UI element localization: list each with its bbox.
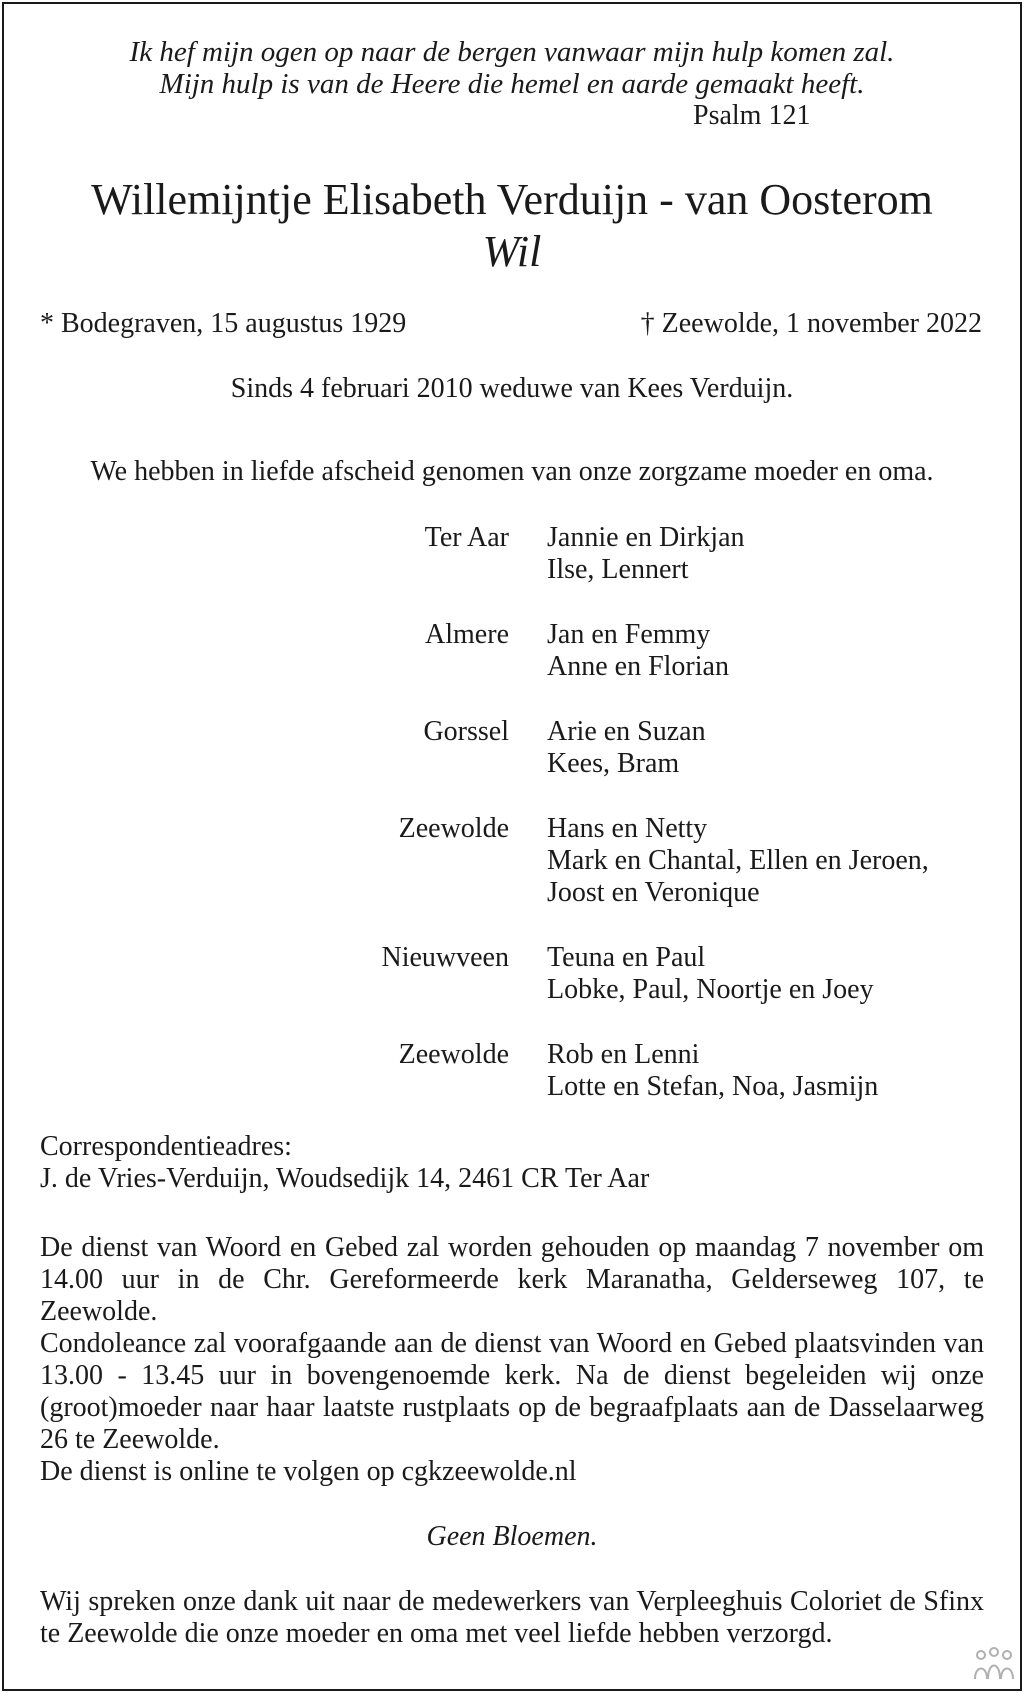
verse-line-1: Ik hef mijn ogen op naar de bergen vanwaar mijn hulp komen zal.	[129, 36, 895, 68]
family-place: Zeewolde	[398, 1039, 509, 1070]
birth-line: * Bodegraven, 15 augustus 1929	[40, 308, 407, 339]
family-name-line: Lobke, Paul, Noortje en Joey	[547, 974, 874, 1005]
family-name-line: Jan en Femmy	[547, 619, 711, 650]
condolence-text: Condoleance zal voorafgaande aan de dienst van Woord en Gebed plaatsvinden van 13.00 - 13.45 uur in bovengenoemde kerk. Na de dienst begeleiden wij onze (groot)moeder naar haar laatste rustplaats op de begraafplaats aan de Dasselaarweg 26 te Zeewolde.	[40, 1328, 984, 1455]
family-names	[547, 619, 729, 683]
family-name-line: Kees, Bram	[547, 748, 680, 779]
online-text: De dienst is online te volgen op cgkzeewolde.nl	[40, 1456, 577, 1487]
family-name-line: Arie en Suzan	[547, 716, 706, 747]
thanks-text: Wij spreken onze dank uit naar de medewerkers van Verpleeghuis Coloriet de Sfinx te Zeewolde die onze moeder en oma met veel liefde hebben verzorgd.	[40, 1586, 984, 1649]
service-text: De dienst van Woord en Gebed zal worden gehouden op maandag 7 november om 14.00 uur in de Chr. Gereformeerde kerk Maranatha, Gelderseweg 107, te Zeewolde.	[40, 1232, 984, 1327]
family-name-line: Jannie en Dirkjan	[547, 522, 745, 553]
family-names	[547, 942, 874, 1006]
farewell-line: We hebben in liefde afscheid genomen van onze zorgzame moeder en oma.	[90, 456, 934, 487]
death-line: † Zeewolde, 1 november 2022	[640, 308, 982, 339]
verse-line-2: Mijn hulp is van de Heere die hemel en aarde gemaakt heeft.	[159, 68, 865, 100]
no-flowers: Geen Bloemen.	[426, 1521, 598, 1552]
family-name-line: Hans en Netty	[547, 813, 708, 844]
family-place: Zeewolde	[398, 813, 509, 844]
deceased-nickname: Wil	[482, 227, 542, 276]
correspondence-address: J. de Vries-Verduijn, Woudsedijk 14, 2461 CR Ter Aar	[40, 1163, 650, 1194]
family-name-line: Ilse, Lennert	[547, 554, 689, 585]
family-name-line: Mark en Chantal, Ellen en Jeroen,	[547, 845, 929, 876]
family-names	[547, 522, 745, 586]
deceased-name: Willemijntje Elisabeth Verduijn - van Oosterom	[91, 175, 933, 224]
verse-reference: Psalm 121	[693, 100, 811, 131]
family-names	[547, 1039, 878, 1103]
family-name-line: Lotte en Stefan, Noa, Jasmijn	[547, 1071, 879, 1102]
family-place: Almere	[425, 619, 509, 650]
family-place: Nieuwveen	[381, 942, 509, 973]
correspondence-label: Correspondentieadres:	[40, 1131, 292, 1162]
family-place: Ter Aar	[424, 522, 509, 553]
family-name-line: Joost en Veronique	[547, 877, 760, 908]
family-name-line: Teuna en Paul	[547, 942, 706, 973]
family-names	[547, 813, 929, 909]
family-place: Gorssel	[423, 716, 509, 747]
family-names	[547, 716, 706, 780]
family-name-line: Anne en Florian	[547, 651, 729, 682]
widow-line: Sinds 4 februari 2010 weduwe van Kees Verduijn.	[230, 373, 794, 404]
family-name-line: Rob en Lenni	[547, 1039, 700, 1070]
people-logo-icon	[972, 1645, 1016, 1685]
